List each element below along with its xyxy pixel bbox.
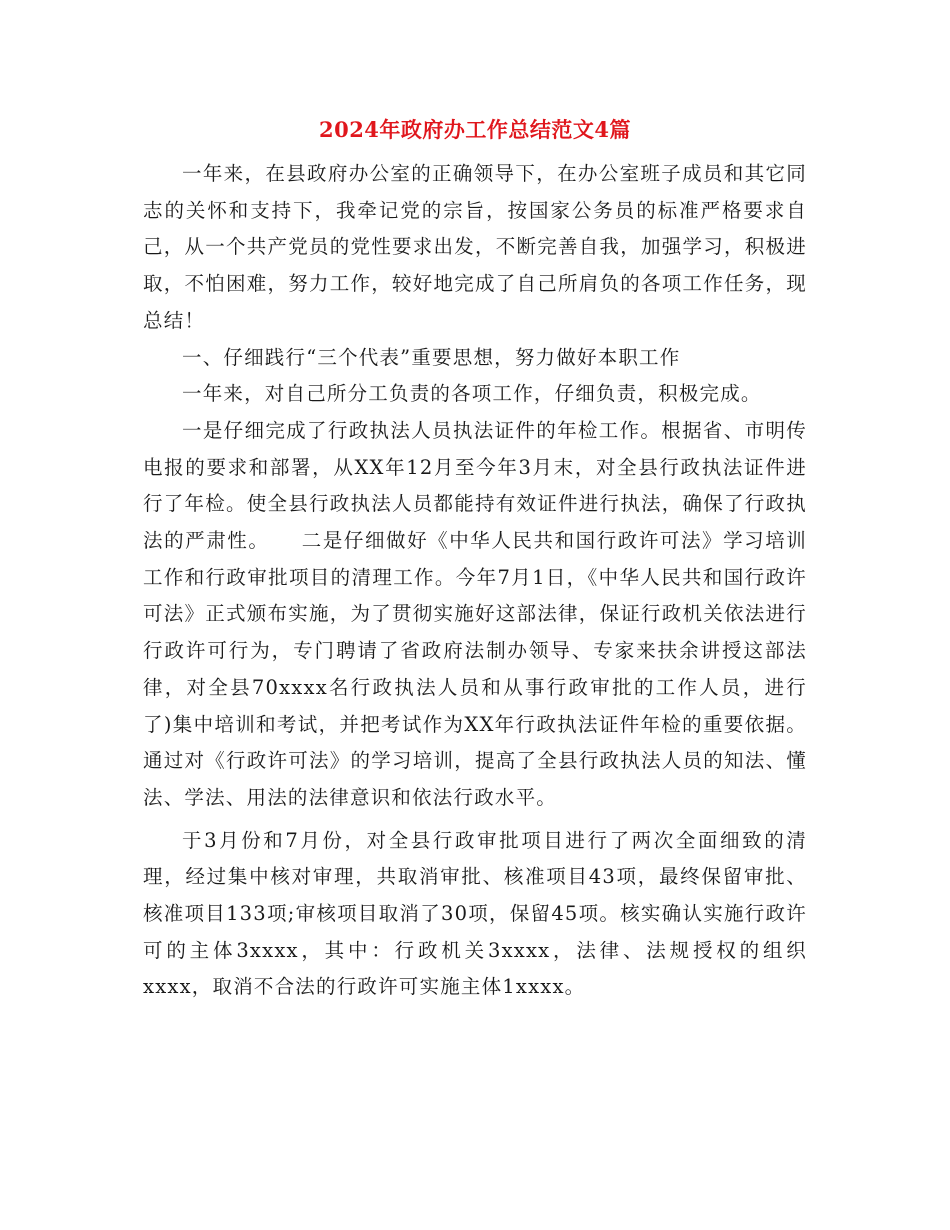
document-page xyxy=(143,110,807,1006)
section-heading-1: 一、仔细践行“三个代表”重要思想，努力做好本职工作 xyxy=(182,345,681,369)
review-paragraph: 于3月份和7月份，对全县行政审批项目进行了两次全面细致的清理，经过集中核对审理，共取消审批、核准项目43项，最终保留审批、核准项目133项;审核项目取消了30项，保留45项。核实确认实施行政许可的主体3xxxx，其中：行政机关3xxxx，法律、法规授权的组织xxxx，取消不合法的行政许可实施主体1xxxx。 xyxy=(143,828,807,999)
summary-paragraph: 一年来，对自己所分工负责的各项工作，仔细负责，积极完成。 xyxy=(182,382,762,406)
work-detail-paragraph: 一是仔细完成了行政执法人员执法证件的年检工作。根据省、市明传电报的要求和部署，从XX年12月至今年3月末，对全县行政执法证件进行了年检。使全县行政执法人员都能持有效证件进行执法，确保了行政执法的严肃性。 二是仔细做好《中华人民共和国行政许可法》学习培训工作和行政审批项目的清理工作。今年7月1日，《中华人民共和国行政许可法》正式颁布实施，为了贯彻实施好这部法律，保证行政机关依法进行行政许可行为，专门聘请了省政府法制办领导、专家来扶余讲授这部法律，对全县70xxxx名行政执法人员和从事行政审批的工作人员，进行了)集中培训和考试，并把考试作为XX年行政执法证件年检的重要依据。通过对《行政许可法》的学习培训，提高了全县行政执法人员的知法、懂法、学法、用法的法律意识和依法行政水平。 xyxy=(143,418,807,809)
intro-paragraph: 一年来，在县政府办公室的正确领导下，在办公室班子成员和其它同志的关怀和支持下，我牵记党的宗旨，按国家公务员的标准严格要求自己，从一个共产党员的党性要求出发，不断完善自我，加强学习，积极进取，不怕困难，努力工作，较好地完成了自己所肩负的各项工作任务，现总结！ xyxy=(143,162,807,332)
document-title: 2024年政府办工作总结范文4篇 xyxy=(318,117,632,142)
